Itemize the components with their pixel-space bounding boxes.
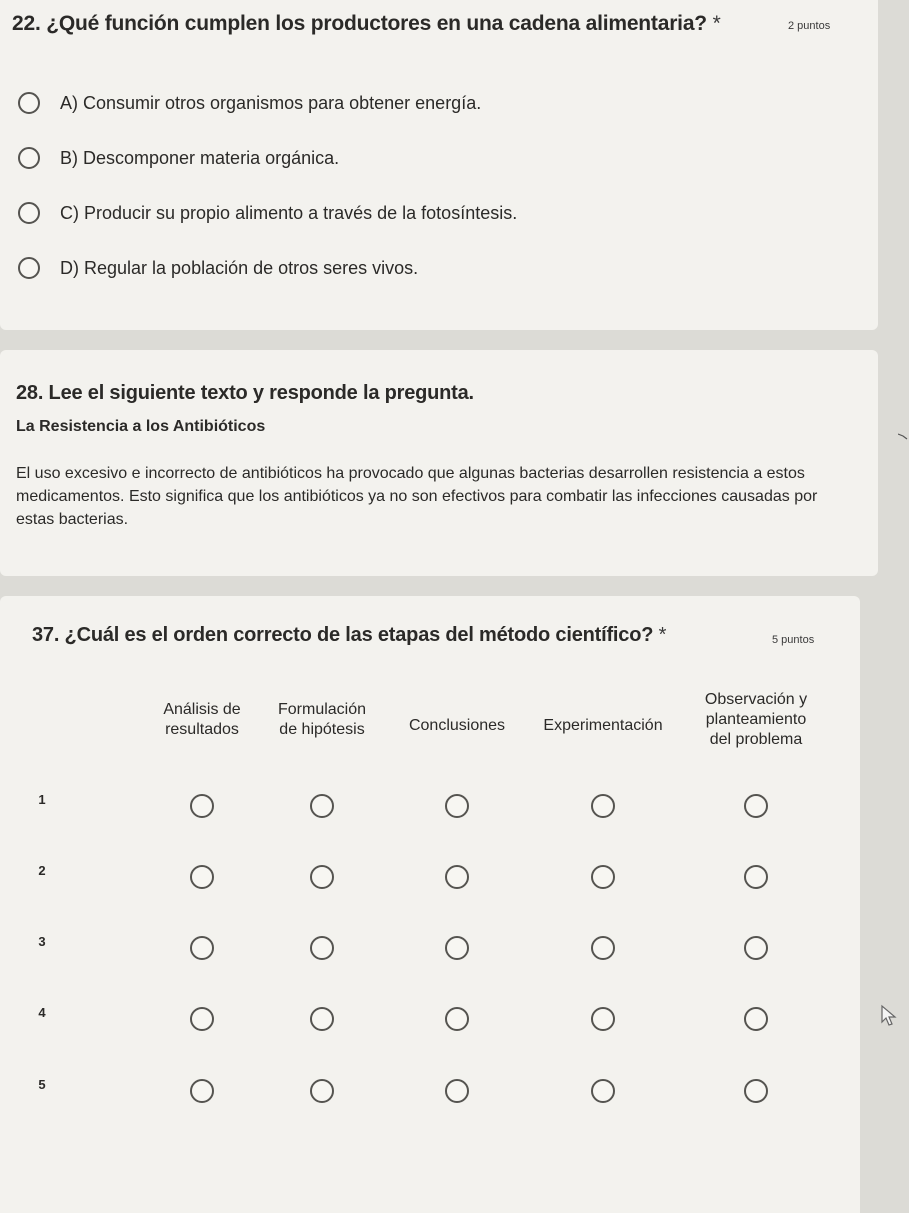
grid-radio-button[interactable] (445, 936, 469, 960)
grid-radio-button[interactable] (744, 794, 768, 818)
option-label: C) Producir su propio alimento a través de la fotosíntesis. (60, 202, 518, 223)
grid-radio-button[interactable] (591, 936, 615, 960)
grid-radio-button[interactable] (744, 1079, 768, 1103)
radio-button[interactable] (18, 92, 40, 114)
question-card-37 (0, 596, 860, 1213)
grid-radio-button[interactable] (445, 1079, 469, 1103)
grid-radio-button[interactable] (591, 1079, 615, 1103)
option-label: A) Consumir otros organismos para obtener energía. (60, 92, 482, 113)
option-label: B) Descomponer materia orgánica. (60, 147, 340, 168)
column-header: Observación y planteamiento del problema (704, 691, 808, 748)
question-title-22 (12, 12, 721, 36)
grid-radio-button[interactable] (744, 1007, 768, 1031)
grid-radio-button[interactable] (744, 936, 768, 960)
option-d[interactable] (18, 257, 418, 279)
column-header: Análisis de resultados (163, 701, 241, 738)
question-title-28: 28. Lee el siguiente texto y responde la pregunta. (16, 382, 474, 404)
grid-radio-button[interactable] (310, 865, 334, 889)
column-header: Formulación de hipótesis (277, 701, 367, 738)
radio-button[interactable] (18, 147, 40, 169)
grid-radio-button[interactable] (445, 794, 469, 818)
grid-radio-button[interactable] (190, 794, 214, 818)
grid-radio-button[interactable] (190, 936, 214, 960)
points-label: 2 puntos (788, 20, 831, 32)
reading-paragraph: El uso excesivo e incorrecto de antibióticos ha provocado que algunas bacterias desarrollen resistencia a estos medicamentos. Esto significa que los antibióticos ya no son efectivos para combatir las infecciones causadas por estas bacterias. (16, 465, 818, 528)
dash-mark-icon (898, 432, 908, 440)
option-a[interactable] (18, 92, 481, 114)
question-title-37 (32, 624, 666, 647)
grid-radio-button[interactable] (310, 794, 334, 818)
grid-radio-button[interactable] (445, 1007, 469, 1031)
points-label: 5 puntos (772, 634, 815, 646)
grid-radio-button[interactable] (591, 794, 615, 818)
row-label: 4 (38, 1005, 46, 1020)
question-card-22 (0, 0, 878, 330)
question-text: 22. ¿Qué función cumplen los productores en una cadena alimentaria? (12, 12, 707, 35)
grid-radio-button[interactable] (310, 1007, 334, 1031)
option-b[interactable] (18, 147, 339, 169)
radio-button[interactable] (18, 202, 40, 224)
grid-radio-button[interactable] (445, 865, 469, 889)
question-text: 37. ¿Cuál es el orden correcto de las etapas del método científico? (32, 624, 654, 646)
grid-radio-button[interactable] (190, 1007, 214, 1031)
required-asterisk: * (712, 12, 721, 35)
column-header: Conclusiones (408, 717, 506, 734)
row-label: 3 (38, 934, 46, 949)
required-asterisk: * (658, 624, 667, 646)
grid-radio-button[interactable] (591, 865, 615, 889)
grid-radio-button[interactable] (310, 936, 334, 960)
grid-radio-button[interactable] (310, 1079, 334, 1103)
grid-radio-button[interactable] (591, 1007, 615, 1031)
row-label: 1 (38, 792, 46, 807)
grid-radio-button[interactable] (190, 1079, 214, 1103)
mouse-pointer-icon (880, 1004, 900, 1028)
grid-radio-button[interactable] (190, 865, 214, 889)
grid-radio-button[interactable] (744, 865, 768, 889)
column-header: Experimentación (543, 717, 663, 734)
row-label: 5 (38, 1077, 46, 1092)
reading-subtitle: La Resistencia a los Antibióticos (16, 418, 266, 435)
option-c[interactable] (18, 202, 517, 224)
row-label: 2 (38, 863, 46, 878)
radio-button[interactable] (18, 257, 40, 279)
option-label: D) Regular la población de otros seres vivos. (60, 257, 419, 278)
